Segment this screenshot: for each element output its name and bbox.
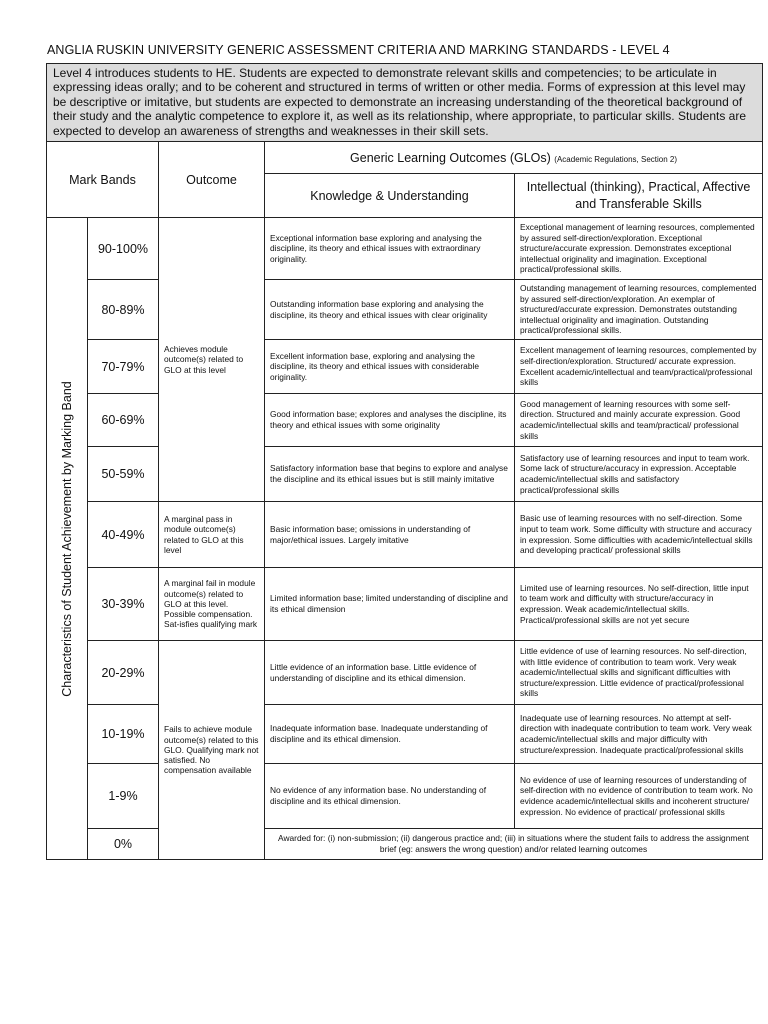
- skills-cell: Inadequate use of learning resources. No attempt at self-direction with inadequate contribution to team work. Very weak academic/intellectual skills and major difficulty with structure/expression. Inadequate practical/professional skills: [515, 705, 763, 764]
- table-row: [47, 641, 763, 705]
- knowledge-cell: No evidence of any information base. No understanding of discipline and its ethical dimension.: [265, 764, 515, 829]
- knowledge-cell: Outstanding information base exploring and analysing the discipline, its theory and ethical issues with clear originality: [265, 280, 515, 340]
- intro-row: [47, 64, 763, 142]
- skills-cell: Good management of learning resources with some self-direction. Structured and mainly accurate expression. Good academic/intellectual skills and team/practical/ professional skills: [515, 394, 763, 447]
- glo-header: [265, 142, 763, 174]
- intro-text: Level 4 introduces students to HE. Students are expected to demonstrate relevant skills and competencies; to be articulate in expressing ideas orally; and to be coherent and structured in terms of written or other media. Forms of expression at this level may be descriptive or imitative, but students are expected to demonstrate an increasing understanding of the theoretical background of their study and the analytic competence to explore it, as well as its relationship, where appropriate, to particular skills. Students are expected to develop an awareness of strengths and weaknesses in their skill sets.: [47, 64, 763, 142]
- table-row: [47, 502, 763, 568]
- table-row: [47, 394, 763, 447]
- skills-cell: Excellent management of learning resources, complemented by self-direction/exploration. Structured/ accurate expression. Excellent academic/intellectual and team/practical/professional skills: [515, 340, 763, 394]
- side-label-cell: [47, 218, 88, 860]
- knowledge-header: Knowledge & Understanding: [265, 174, 515, 218]
- header-row-1: [47, 142, 763, 174]
- band-range: 50-59%: [88, 447, 159, 502]
- band-range: 60-69%: [88, 394, 159, 447]
- table-row: [47, 218, 763, 280]
- criteria-table: [46, 63, 763, 860]
- outcome-marginal-fail: A marginal fail in module outcome(s) related to GLO at this level. Possible compensation. Sat-isfies qualifying mark: [159, 568, 265, 641]
- band-range: 0%: [88, 829, 159, 860]
- band-range: 1-9%: [88, 764, 159, 829]
- glo-header-title: Generic Learning Outcomes (GLOs): [350, 150, 551, 165]
- band-range: 10-19%: [88, 705, 159, 764]
- table-row: [47, 568, 763, 641]
- table-row: [47, 340, 763, 394]
- skills-cell: Limited use of learning resources. No self-direction, little input to team work and difficulty with structure/accuracy in expression. Weak academic/intellectual skills. Practical/professional skills are not yet secure: [515, 568, 763, 641]
- table-row: [47, 447, 763, 502]
- knowledge-cell: Good information base; explores and analyses the discipline, its theory and ethical issues with some originality: [265, 394, 515, 447]
- side-label: Characteristics of Student Achievement by Marking Band: [60, 380, 74, 697]
- skills-cell: Outstanding management of learning resources, complemented by assured self-direction/exploration. An exemplar of structured/accurate expression. Demonstrates outstanding intellectual originality and imagination. Outstanding practical/professional skills.: [515, 280, 763, 340]
- band-range: 20-29%: [88, 641, 159, 705]
- awarded-note: Awarded for: (i) non-submission; (ii) dangerous practice and; (iii) in situations where the student fails to address the assignment brief (eg: answers the wrong question) and/or related learning outcomes: [265, 829, 763, 860]
- knowledge-cell: Little evidence of an information base. Little evidence of understanding of discipline and its ethical dimension.: [265, 641, 515, 705]
- knowledge-cell: Satisfactory information base that begins to explore and analyse the discipline and its ethical issues but is still mainly imitative: [265, 447, 515, 502]
- outcome-header: Outcome: [159, 142, 265, 218]
- outcome-pass: Achieves module outcome(s) related to GLO at this level: [159, 218, 265, 502]
- band-range: 70-79%: [88, 340, 159, 394]
- skills-cell: Little evidence of use of learning resources. No self-direction, with little evidence of contribution to team work. Very weak academic/intellectual skills and significant difficulties with structure/expression. Little evidence of practical/professional skills: [515, 641, 763, 705]
- mark-bands-header: Mark Bands: [47, 142, 159, 218]
- knowledge-cell: Limited information base; limited understanding of discipline and its ethical dimension: [265, 568, 515, 641]
- skills-cell: Exceptional management of learning resources, complemented by assured self-direction/exploration. Exceptional structure/accurate expression. Demonstrates exceptional intellectual originality and imagination. Exceptional practical/professional skills.: [515, 218, 763, 280]
- band-range: 90-100%: [88, 218, 159, 280]
- knowledge-cell: Basic information base; omissions in understanding of major/ethical issues. Largely imitative: [265, 502, 515, 568]
- glo-header-note: (Academic Regulations, Section 2): [554, 154, 678, 164]
- skills-cell: Basic use of learning resources with no self-direction. Some input to team work. Some difficulty with structure and accuracy in expression. Some difficulties with academic/intellectual skills and developing practical/ professional skills: [515, 502, 763, 568]
- document-title: ANGLIA RUSKIN UNIVERSITY GENERIC ASSESSMENT CRITERIA AND MARKING STANDARDS - LEVEL 4: [47, 43, 670, 57]
- knowledge-cell: Inadequate information base. Inadequate understanding of discipline and its ethical dimension.: [265, 705, 515, 764]
- skills-cell: No evidence of use of learning resources of understanding of self-direction with no evidence of contribution to team work. No evidence academic/intellectual skills and incoherent structure/ expression. No evidence of practical/ professional skills: [515, 764, 763, 829]
- table-row: [47, 764, 763, 829]
- band-range: 40-49%: [88, 502, 159, 568]
- band-range: 30-39%: [88, 568, 159, 641]
- table-row: [47, 829, 763, 860]
- table-row: [47, 705, 763, 764]
- outcome-marginal-pass: A marginal pass in module outcome(s) related to GLO at this level: [159, 502, 265, 568]
- knowledge-cell: Excellent information base, exploring and analysing the discipline, its theory and ethical issues with considerable originality.: [265, 340, 515, 394]
- skills-cell: Satisfactory use of learning resources and input to team work. Some lack of structure/accuracy in expression. Acceptable academic/intellectual skills and satisfactory practical/professional skills: [515, 447, 763, 502]
- outcome-fail: Fails to achieve module outcome(s) related to this GLO. Qualifying mark not satisfied. No compensation available: [159, 641, 265, 860]
- knowledge-cell: Exceptional information base exploring and analysing the discipline, its theory and ethical issues with extraordinary originality.: [265, 218, 515, 280]
- band-range: 80-89%: [88, 280, 159, 340]
- table-row: [47, 280, 763, 340]
- skills-header: Intellectual (thinking), Practical, Affective and Transferable Skills: [515, 174, 763, 218]
